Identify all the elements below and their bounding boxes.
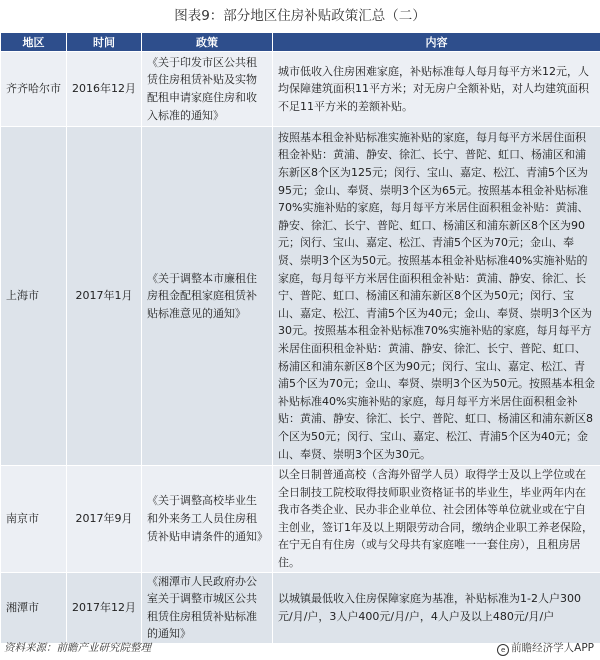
row-policy: 《关于印发市区公共租赁住房租赁补贴及实物配租申请家庭住房和收入标准的通知》 [142, 52, 273, 127]
table-row [1, 572, 600, 643]
row-time: 2017年12月 [67, 572, 142, 643]
policy-table [0, 32, 600, 644]
row-time: 2016年12月 [67, 52, 142, 127]
row-content: 以全日制普通高校（含海外留学人员）取得学士及以上学位或在全日制技工院校取得技师职业资格证书的毕业生，毕业两年内在我市各类企业、民办非企业单位、社会团体等单位就业或在宁自主创业，签订1年及以上期限劳动合同，缴纳企业职工养老保险，在宁无自有住房（或与父母共有家庭唯一一套住房），且租房居住。 [273, 466, 600, 573]
table-row [1, 52, 600, 127]
source-note: 资料来源：前瞻产业研究院整理 [4, 642, 151, 654]
table-row [1, 127, 600, 466]
row-time: 2017年9月 [67, 466, 142, 573]
row-region: 南京市 [1, 466, 67, 573]
footer [0, 636, 600, 660]
row-time: 2017年1月 [67, 127, 142, 466]
row-region: 湘潭市 [1, 572, 67, 643]
table-row [1, 466, 600, 573]
header-content: 内容 [273, 33, 600, 52]
header-policy: 政策 [142, 33, 273, 52]
header-region: 地区 [1, 33, 67, 52]
table-header-row [1, 33, 600, 52]
row-policy: 《湘潭市人民政府办公室关于调整市城区公共租赁住房租赁补贴标准的通知》 [142, 572, 273, 643]
row-region: 齐齐哈尔市 [1, 52, 67, 127]
row-content: 按照基本租金补贴标准实施补贴的家庭，每月每平方米居住面积租金补贴：黄浦、静安、徐汇、长宁、普陀、虹口、杨浦区和浦东新区8个区为125元；闵行、宝山、嘉定、松江、青浦5个区为95元；金山、奉贤、崇明3个区为65元。按照基本租金补贴标准70%实施补贴的家庭，每月每平方米居住面积租金补贴：黄浦、静安、徐汇、长宁、普陀、虹口、杨浦区和浦东新区8个区为90元；闵行、宝山、嘉定、松江、青浦5个区为70元；金山、奉贤、崇明3个区为50元。按照基本租金补贴标准40%实施补贴的家庭，每月每平方米居住面积租金补贴：黄浦、静安、徐汇、长宁、普陀、虹口、杨浦区和浦东新区8个区为50元；闵行、宝山、嘉定、松江、青浦5个区为40元；金山、奉贤、崇明3个区为30元。按照基本租金补贴标准70%实施补贴的家庭，每月每平方米居住面积租金补贴：黄浦、静安、徐汇、长宁、普陀、虹口、杨浦区和浦东新区8个区为90元；闵行、宝山、嘉定、松江、青浦5个区为70元；金山、奉贤、崇明3个区为50元。按照基本租金补贴标准40%实施补贴的家庭，每月每平方米居住面积租金补贴：黄浦、静安、徐汇、长宁、普陀、虹口、杨浦区和浦东新区8个区为50元；闵行、宝山、嘉定、松江、青浦5个区为40元；金山、奉贤、崇明3个区为30元。 [273, 127, 600, 466]
header-time: 时间 [67, 33, 142, 52]
qianzhan-logo-icon: e [497, 644, 509, 656]
brand-label: 前瞻经济学人APP [511, 642, 594, 654]
row-content: 以城镇最低收入住房保障家庭为基准，补贴标准为1-2人户300元/月/户，3人户400元/月/户，4人户及以上480元/月/户 [273, 572, 600, 643]
row-content: 城市低收入住房困难家庭，补贴标准每人每月每平方米12元，人均保障建筑面积11平方米；对无房户全额补贴，对人均建筑面积不足11平方米的差额补贴。 [273, 52, 600, 127]
page-title: 图表9：部分地区住房补贴政策汇总（二） [174, 8, 426, 24]
row-region: 上海市 [1, 127, 67, 466]
row-policy: 《关于调整高校毕业生和外来务工人员住房租赁补贴申请条件的通知》 [142, 466, 273, 573]
brand-attribution [497, 640, 594, 656]
row-policy: 《关于调整本市廉租住房租金配租家庭租赁补贴标准意见的通知》 [142, 127, 273, 466]
